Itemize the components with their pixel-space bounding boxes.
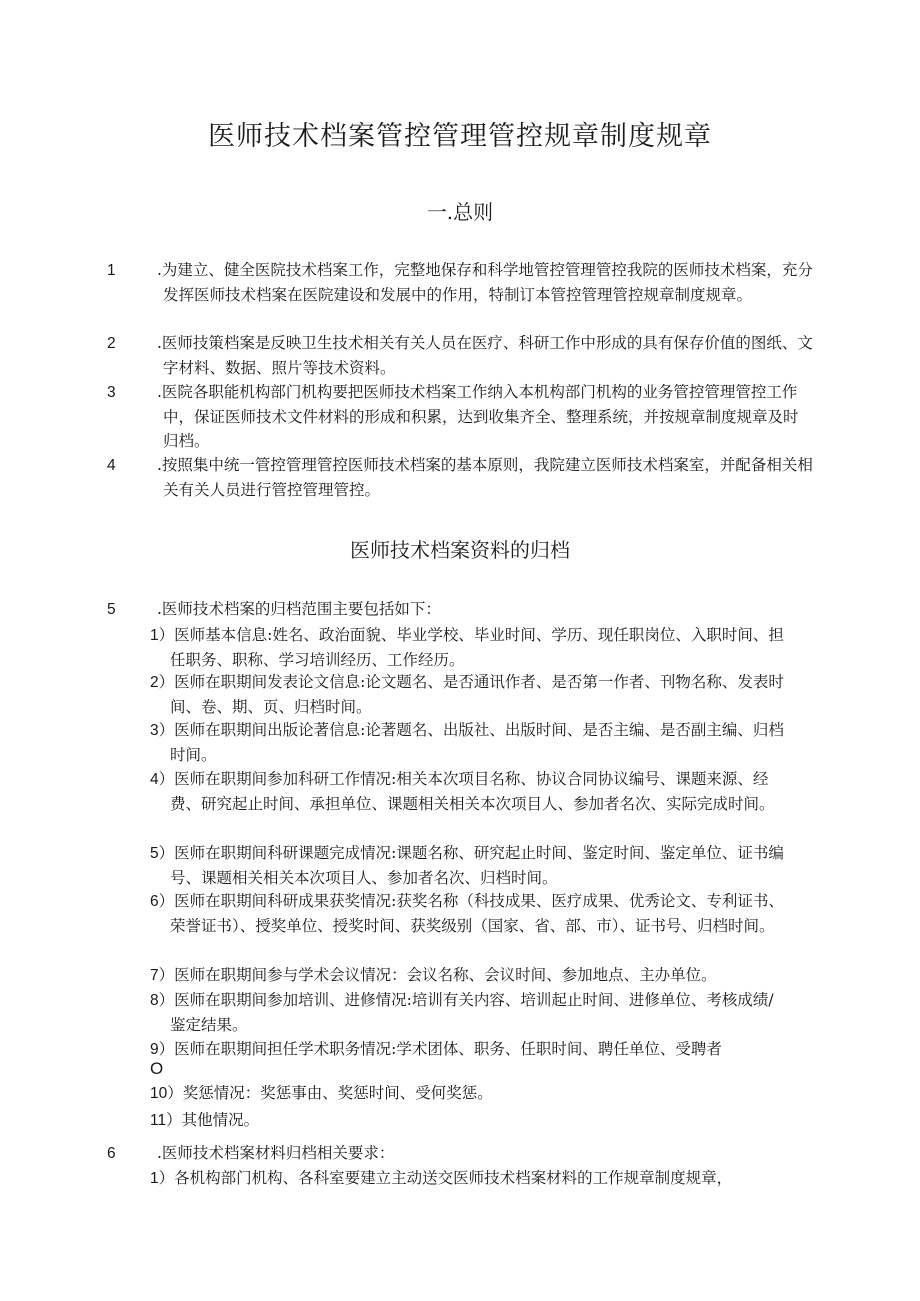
paragraph-5	[107, 597, 813, 622]
paragraph-number: 3	[107, 384, 116, 401]
paragraph-number: 6	[107, 1145, 116, 1162]
paragraph-1	[107, 258, 813, 307]
subitem-4: 4）医师在职期间参加科研工作情况:相关本次项目名称、协议合同协议编号、课题来源、经费、研究起止时间、承担单位、课题相关相关本次项目人、参加者名次、实际完成时间。	[150, 770, 775, 813]
paragraph-2	[107, 331, 813, 380]
subitem-11: 11）其他情况。	[150, 1111, 260, 1129]
paragraph-4	[107, 453, 813, 502]
subitem-8: 8）医师在职期间参加培训、进修情况:培训有关内容、培训起止时间、进修单位、考核成绩/鉴定结果。	[150, 991, 774, 1034]
paragraph-number: 2	[107, 335, 116, 352]
paragraph-text: .医院各职能机构部门机构要把医师技术档案工作纳入本机构部门机构的业务管控管理管控工作中，保证医师技术文件材料的形成和积累，达到收集齐全、整理系统，并按规章制度规章及时归档。	[157, 383, 799, 450]
subitem-7: 7）医师在职期间参与学术会议情况：会议名称、会议时间、参加地点、主办单位。	[150, 966, 717, 984]
paragraph-number: 5	[107, 601, 116, 618]
paragraph-text: .为建立、健全医院技术档案工作，完整地保存和科学地管控管理管控我院的医师技术档案，充分发挥医师技术档案在医院建设和发展中的作用，特制订本管控管理管控规章制度规章。	[157, 261, 813, 304]
paragraph-3	[107, 380, 813, 453]
paragraph-text: .医师技术档案材料归档相关要求：	[157, 1144, 395, 1162]
section-title-archiving: 医师技术档案资料的归档	[350, 538, 570, 562]
document-title: 医师技术档案管控管理管控规章制度规章	[208, 121, 712, 152]
subitem-1: 1）医师基本信息:姓名、政治面貌、毕业学校、毕业时间、学历、现任职岗位、入职时间、担任职务、职称、学习培训经历、工作经历。	[150, 626, 784, 669]
paragraph-text: .医师技策档案是反映卫生技术相关有关人员在医疗、科研工作中形成的具有保存价值的图纸、文字材料、数据、照片等技术资料。	[157, 334, 813, 377]
paragraph-6-subitem-1: 1）各机构部门机构、各科室要建立主动送交医师技术档案材料的工作规章制度规章，	[150, 1169, 733, 1187]
subitem-9-tail: O	[150, 1059, 164, 1078]
paragraph-text: .按照集中统一管控管理管控医师技术档案的基本原则，我院建立医师技术档案室，并配备相关相关有关人员进行管控管理管控。	[157, 456, 813, 499]
subitem-10: 10）奖惩情况：奖惩事由、奖惩时间、受何奖惩。	[150, 1084, 493, 1102]
paragraph-text: .医师技术档案的归档范围主要包括如下：	[157, 600, 441, 618]
paragraph-number: 1	[107, 262, 116, 279]
subitem-2: 2）医师在职期间发表论文信息:论文题名、是否通讯作者、是否第一作者、刊物名称、发表时间、卷、期、页、归档时间。	[150, 673, 784, 716]
subitem-5: 5）医师在职期间科研课题完成情况:课题名称、研究起止时间、鉴定时间、鉴定单位、证书编号、课题相关相关本次项目人、参加者名次、归档时间。	[150, 844, 784, 887]
subitem-3: 3）医师在职期间出版论著信息:论著题名、出版社、出版时间、是否主编、是否副主编、归档时间。	[150, 721, 784, 764]
subitem-6: 6）医师在职期间科研成果获奖情况:获奖名称（科技成果、医疗成果、优秀论文、专利证书、荣誉证书）、授奖单位、授奖时间、获奖级别（国家、省、部、市）、证书号、归档时间。	[150, 892, 784, 935]
paragraph-number: 4	[107, 457, 116, 474]
subitem-9: 9）医师在职期间担任学术职务情况:学术团体、职务、任职时间、聘任单位、受聘者	[150, 1040, 722, 1058]
section-title-general: 一.总则	[426, 200, 494, 224]
paragraph-6	[107, 1141, 813, 1166]
